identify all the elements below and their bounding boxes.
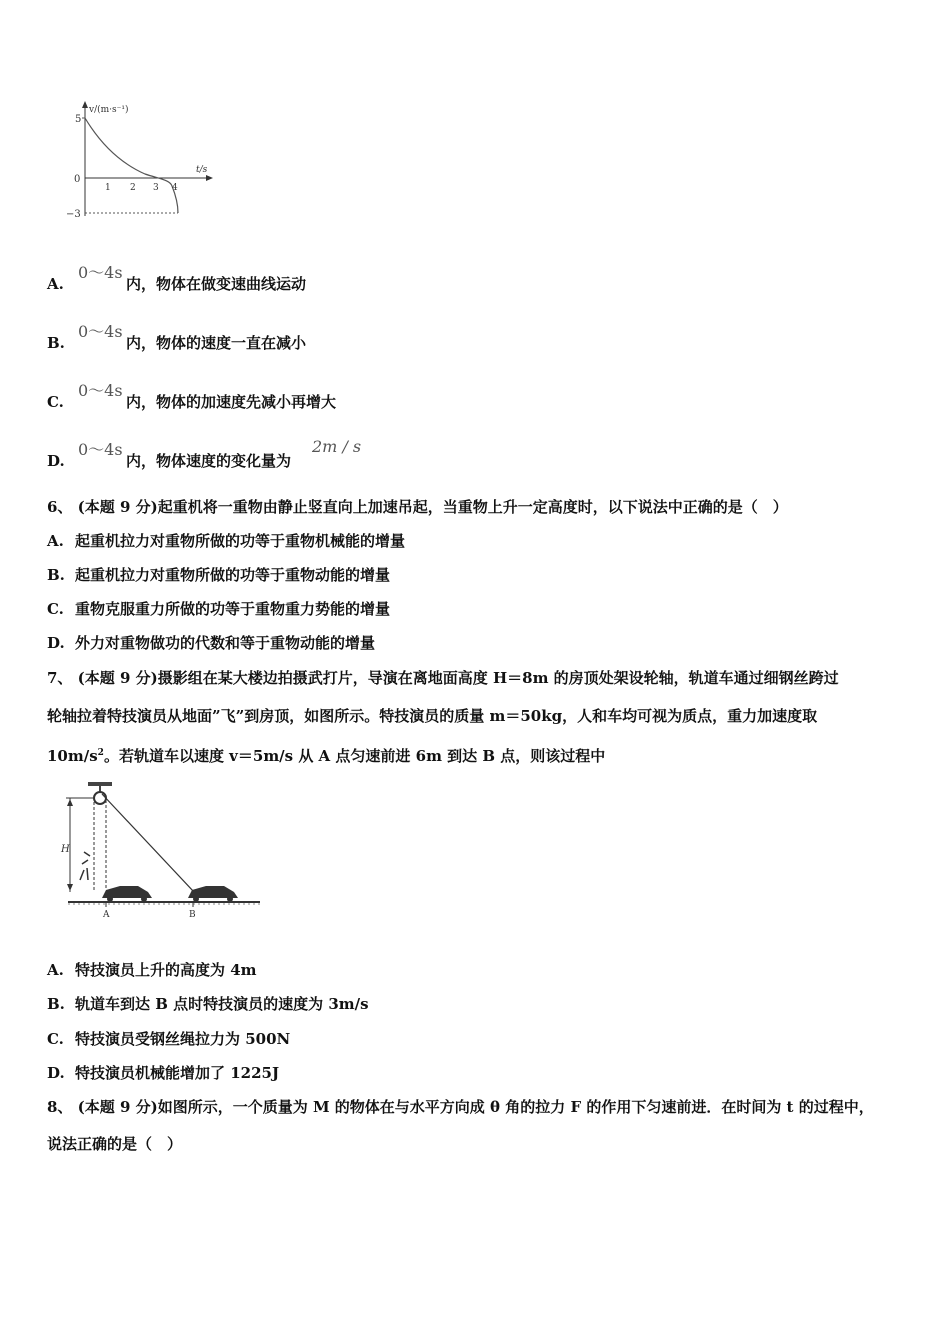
q5-option-d-formula2: 2m / s [312,437,362,456]
q5-option-c: C. [47,393,64,411]
q6-option-a: A. 起重机拉力对重物所做的功等于重物机械能的增量 [47,532,406,550]
pulley-wheel [94,792,106,804]
q6-option-b: B. 起重机拉力对重物所做的功等于重物动能的增量 [47,566,391,584]
y-axis-arrow [82,101,88,108]
q5-option-a-text: 内，物体在做变速曲线运动 [126,275,307,293]
pulley-figure [60,780,265,920]
ceiling-mount [88,782,112,786]
height-arrow-down [67,884,73,891]
q5-option-c-formula: 0～4s [78,381,123,400]
x-tick-2: 2 [130,183,136,193]
q7-option-c: C. 特技演员受钢丝绳拉力为 500N [47,1030,291,1048]
x-tick-1: 1 [105,183,111,193]
height-label: H [61,844,70,855]
height-arrow-up [67,799,73,806]
q5-option-a: A. [47,275,64,293]
y-axis-label: v/(m·s⁻¹) [89,105,129,115]
x-axis-label: t/s [196,165,208,175]
velocity-time-graph [60,98,220,223]
q8-stem-line2: 说法正确的是（ ） [47,1135,183,1153]
q6-stem: 6、 (本题 9 分)起重机将一重物由静止竖直向上加速吊起，当重物上升一定高度时，以下说法中正确的是（ ） [47,498,788,516]
point-b-label: B [189,910,196,920]
y-tick-neg3: −3 [66,209,81,220]
q5-option-b-text: 内，物体的速度一直在减小 [126,334,307,352]
q5-option-a-formula: 0～4s [78,263,123,282]
origin-label: 0 [74,174,81,185]
stunt-performer [80,852,90,880]
q5-option-b: B. [47,334,65,352]
x-tick-3: 3 [153,183,159,193]
q5-option-d-formula: 0～4s [78,440,123,459]
x-axis-arrow [206,175,213,181]
q8-stem-line1: 8、 (本题 9 分)如图所示，一个质量为 M 的物体在与水平方向成 θ 角的拉力 F 的作用下匀速前进．在时间为 t 的过程中， [47,1098,874,1116]
q7-option-b: B. 轨道车到达 B 点时特技演员的速度为 3m/s [47,995,369,1013]
q6-option-c: C. 重物克服重力所做的功等于重物重力势能的增量 [47,600,391,618]
q7-stem-line1: 7、 (本题 9 分)摄影组在某大楼边拍摄武打片，导演在离地面高度 H＝8m 的房顶处架设轮轴，轨道车通过细钢丝跨过 [47,669,839,687]
q7-option-a: A. 特技演员上升的高度为 4m [47,961,257,979]
q5-option-c-text: 内，物体的加速度先减小再增大 [126,393,337,411]
q6-option-d: D. 外力对重物做功的代数和等于重物动能的增量 [47,634,376,652]
q5-option-d: D. [47,452,65,470]
q5-option-b-formula: 0～4s [78,322,123,341]
q7-stem-line2: 轮轴拉着特技演员从地面”飞”到房顶，如图所示。特技演员的质量 m＝50kg，人和车均可视为质点，重力加速度取 [47,707,818,725]
q7-stem-line3: $10m/s^2$。若轨道车以速度 v＝5m/s 从 A 点匀速前进 6m 到达 B 点，则该过程中 [47,747,606,765]
x-tick-4: 4 [172,183,178,193]
velocity-curve [85,118,178,213]
point-a-label: A [103,910,110,920]
rope-diagonal [102,794,194,892]
y-tick-5: 5 [75,114,82,125]
q7-option-d: D. 特技演员机械能增加了 1225J [47,1064,280,1082]
q5-option-d-text: 内，物体速度的变化量为 [126,452,292,470]
